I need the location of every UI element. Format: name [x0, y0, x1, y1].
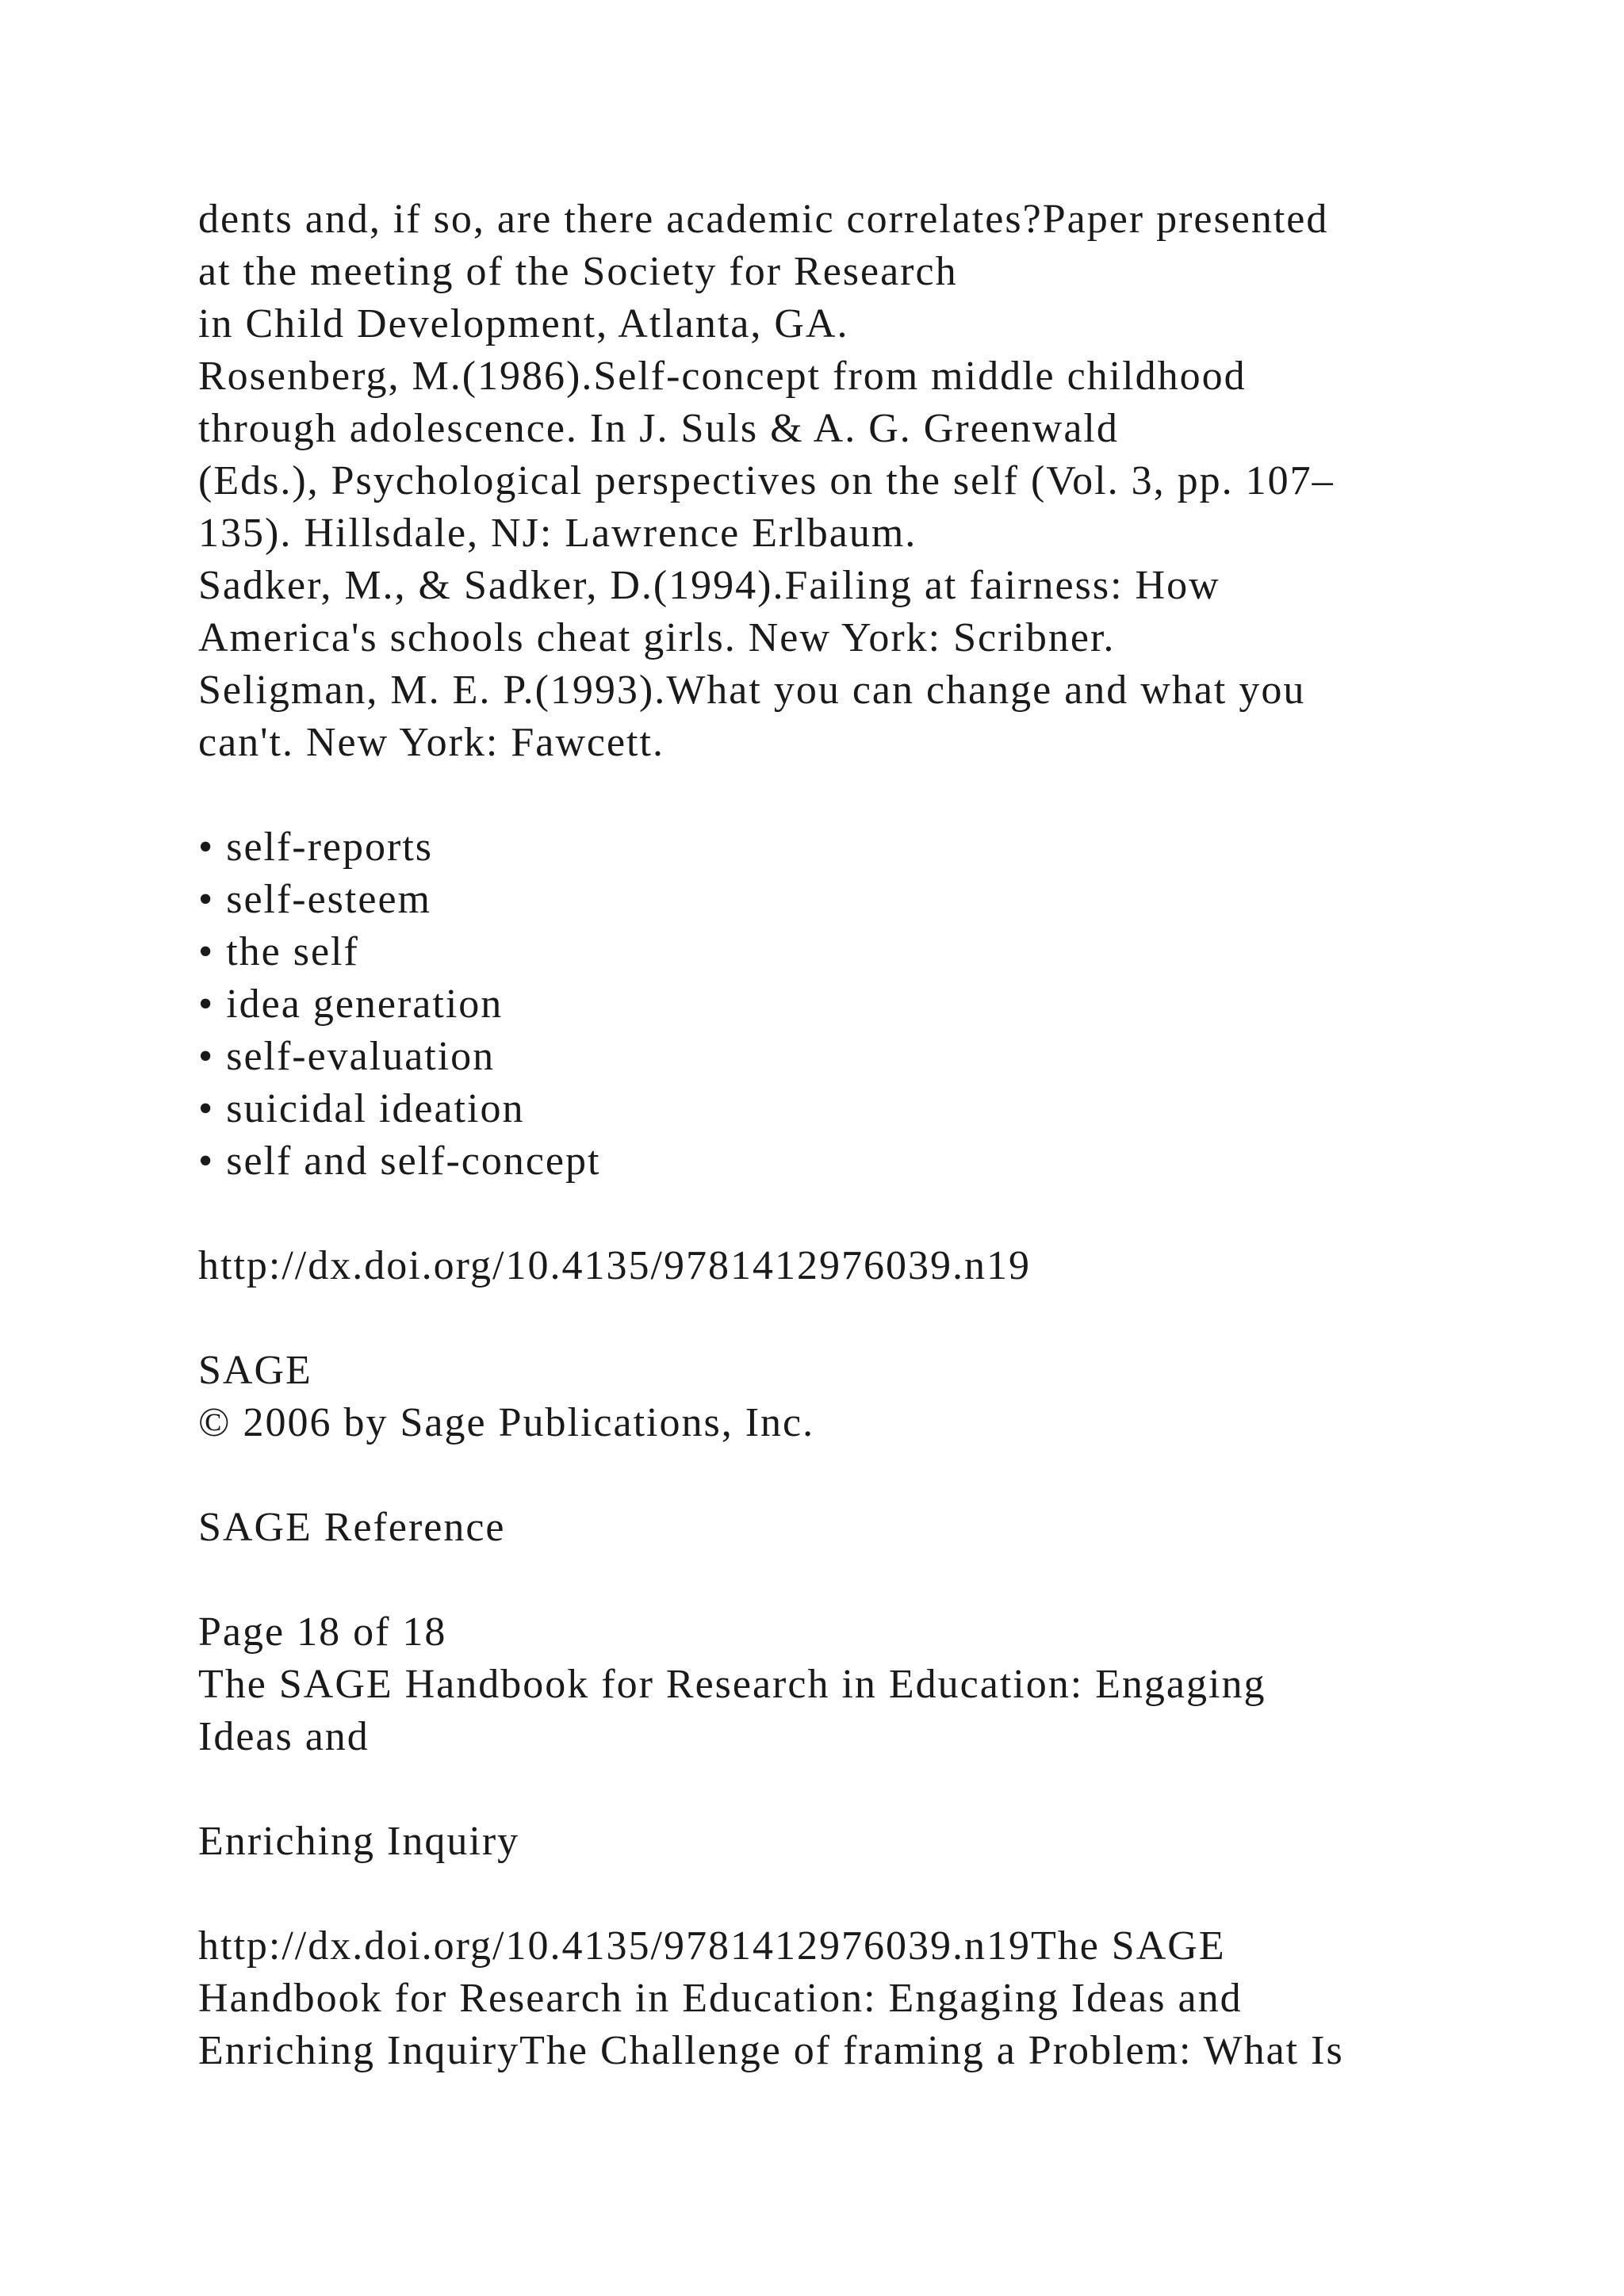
trailing-line: Enriching InquiryThe Challenge of framing a Problem: What Is — [198, 2028, 1344, 2073]
reference-line: 135). Hillsdale, NJ: Lawrence Erlbaum. — [198, 511, 917, 556]
page-number: Page 18 of 18 — [198, 1609, 447, 1655]
spacer — [198, 1292, 1435, 1345]
reference-line: through adolescence. In J. Suls & A. G. Greenwald — [198, 406, 1119, 451]
page-footer — [198, 1606, 1435, 1868]
reference-line: Seligman, M. E. P.(1993).What you can change and what you — [198, 668, 1306, 713]
keyword-item: • self-evaluation — [198, 1034, 496, 1079]
spacer — [198, 1554, 1435, 1606]
keyword-item: • the self — [198, 929, 359, 974]
keyword-list — [198, 821, 1435, 1188]
keyword-item: • self-reports — [198, 825, 433, 870]
trailing-text — [198, 1920, 1435, 2077]
reference-line: dents and, if so, are there academic correlates?Paper presented — [198, 197, 1329, 242]
reference-list — [198, 193, 1435, 769]
spacer — [198, 1449, 1435, 1502]
keyword-item: • suicidal ideation — [198, 1086, 525, 1131]
spacer — [198, 769, 1435, 821]
reference-line: Sadker, M., & Sadker, D.(1994).Failing at fairness: How — [198, 563, 1220, 608]
reference-line: Rosenberg, M.(1986).Self-concept from middle childhood — [198, 354, 1247, 399]
copyright-notice: © 2006 by Sage Publications, Inc. — [198, 1400, 815, 1445]
trailing-line: Handbook for Research in Education: Engaging Ideas and — [198, 1976, 1243, 2021]
keyword-item: • self and self-concept — [198, 1138, 601, 1184]
reference-line: at the meeting of the Society for Research — [198, 249, 958, 294]
doi-link[interactable]: http://dx.doi.org/10.4135/9781412976039.n19 — [198, 1243, 1031, 1288]
trailing-line: http://dx.doi.org/10.4135/9781412976039.n19The SAGE — [198, 1923, 1226, 1969]
spacer — [198, 1188, 1435, 1240]
publisher-block — [198, 1345, 1435, 1449]
document-page — [198, 193, 1435, 2077]
publisher-name: SAGE — [198, 1348, 312, 1393]
reference-line: America's schools cheat girls. New York: Scribner. — [198, 615, 1116, 660]
keyword-item: • self-esteem — [198, 877, 431, 922]
book-title: Ideas and — [198, 1714, 370, 1759]
spacer — [198, 1763, 1435, 1816]
reference-line: (Eds.), Psychological perspectives on the self (Vol. 3, pp. 107– — [198, 458, 1335, 503]
reference-line: in Child Development, Atlanta, GA. — [198, 301, 849, 346]
keyword-item: • idea generation — [198, 982, 504, 1027]
reference-line: can't. New York: Fawcett. — [198, 720, 665, 765]
reference-label: SAGE Reference — [198, 1505, 506, 1550]
book-title: Enriching Inquiry — [198, 1819, 520, 1864]
spacer — [198, 1868, 1435, 1920]
book-title: The SAGE Handbook for Research in Education: Engaging — [198, 1662, 1266, 1707]
